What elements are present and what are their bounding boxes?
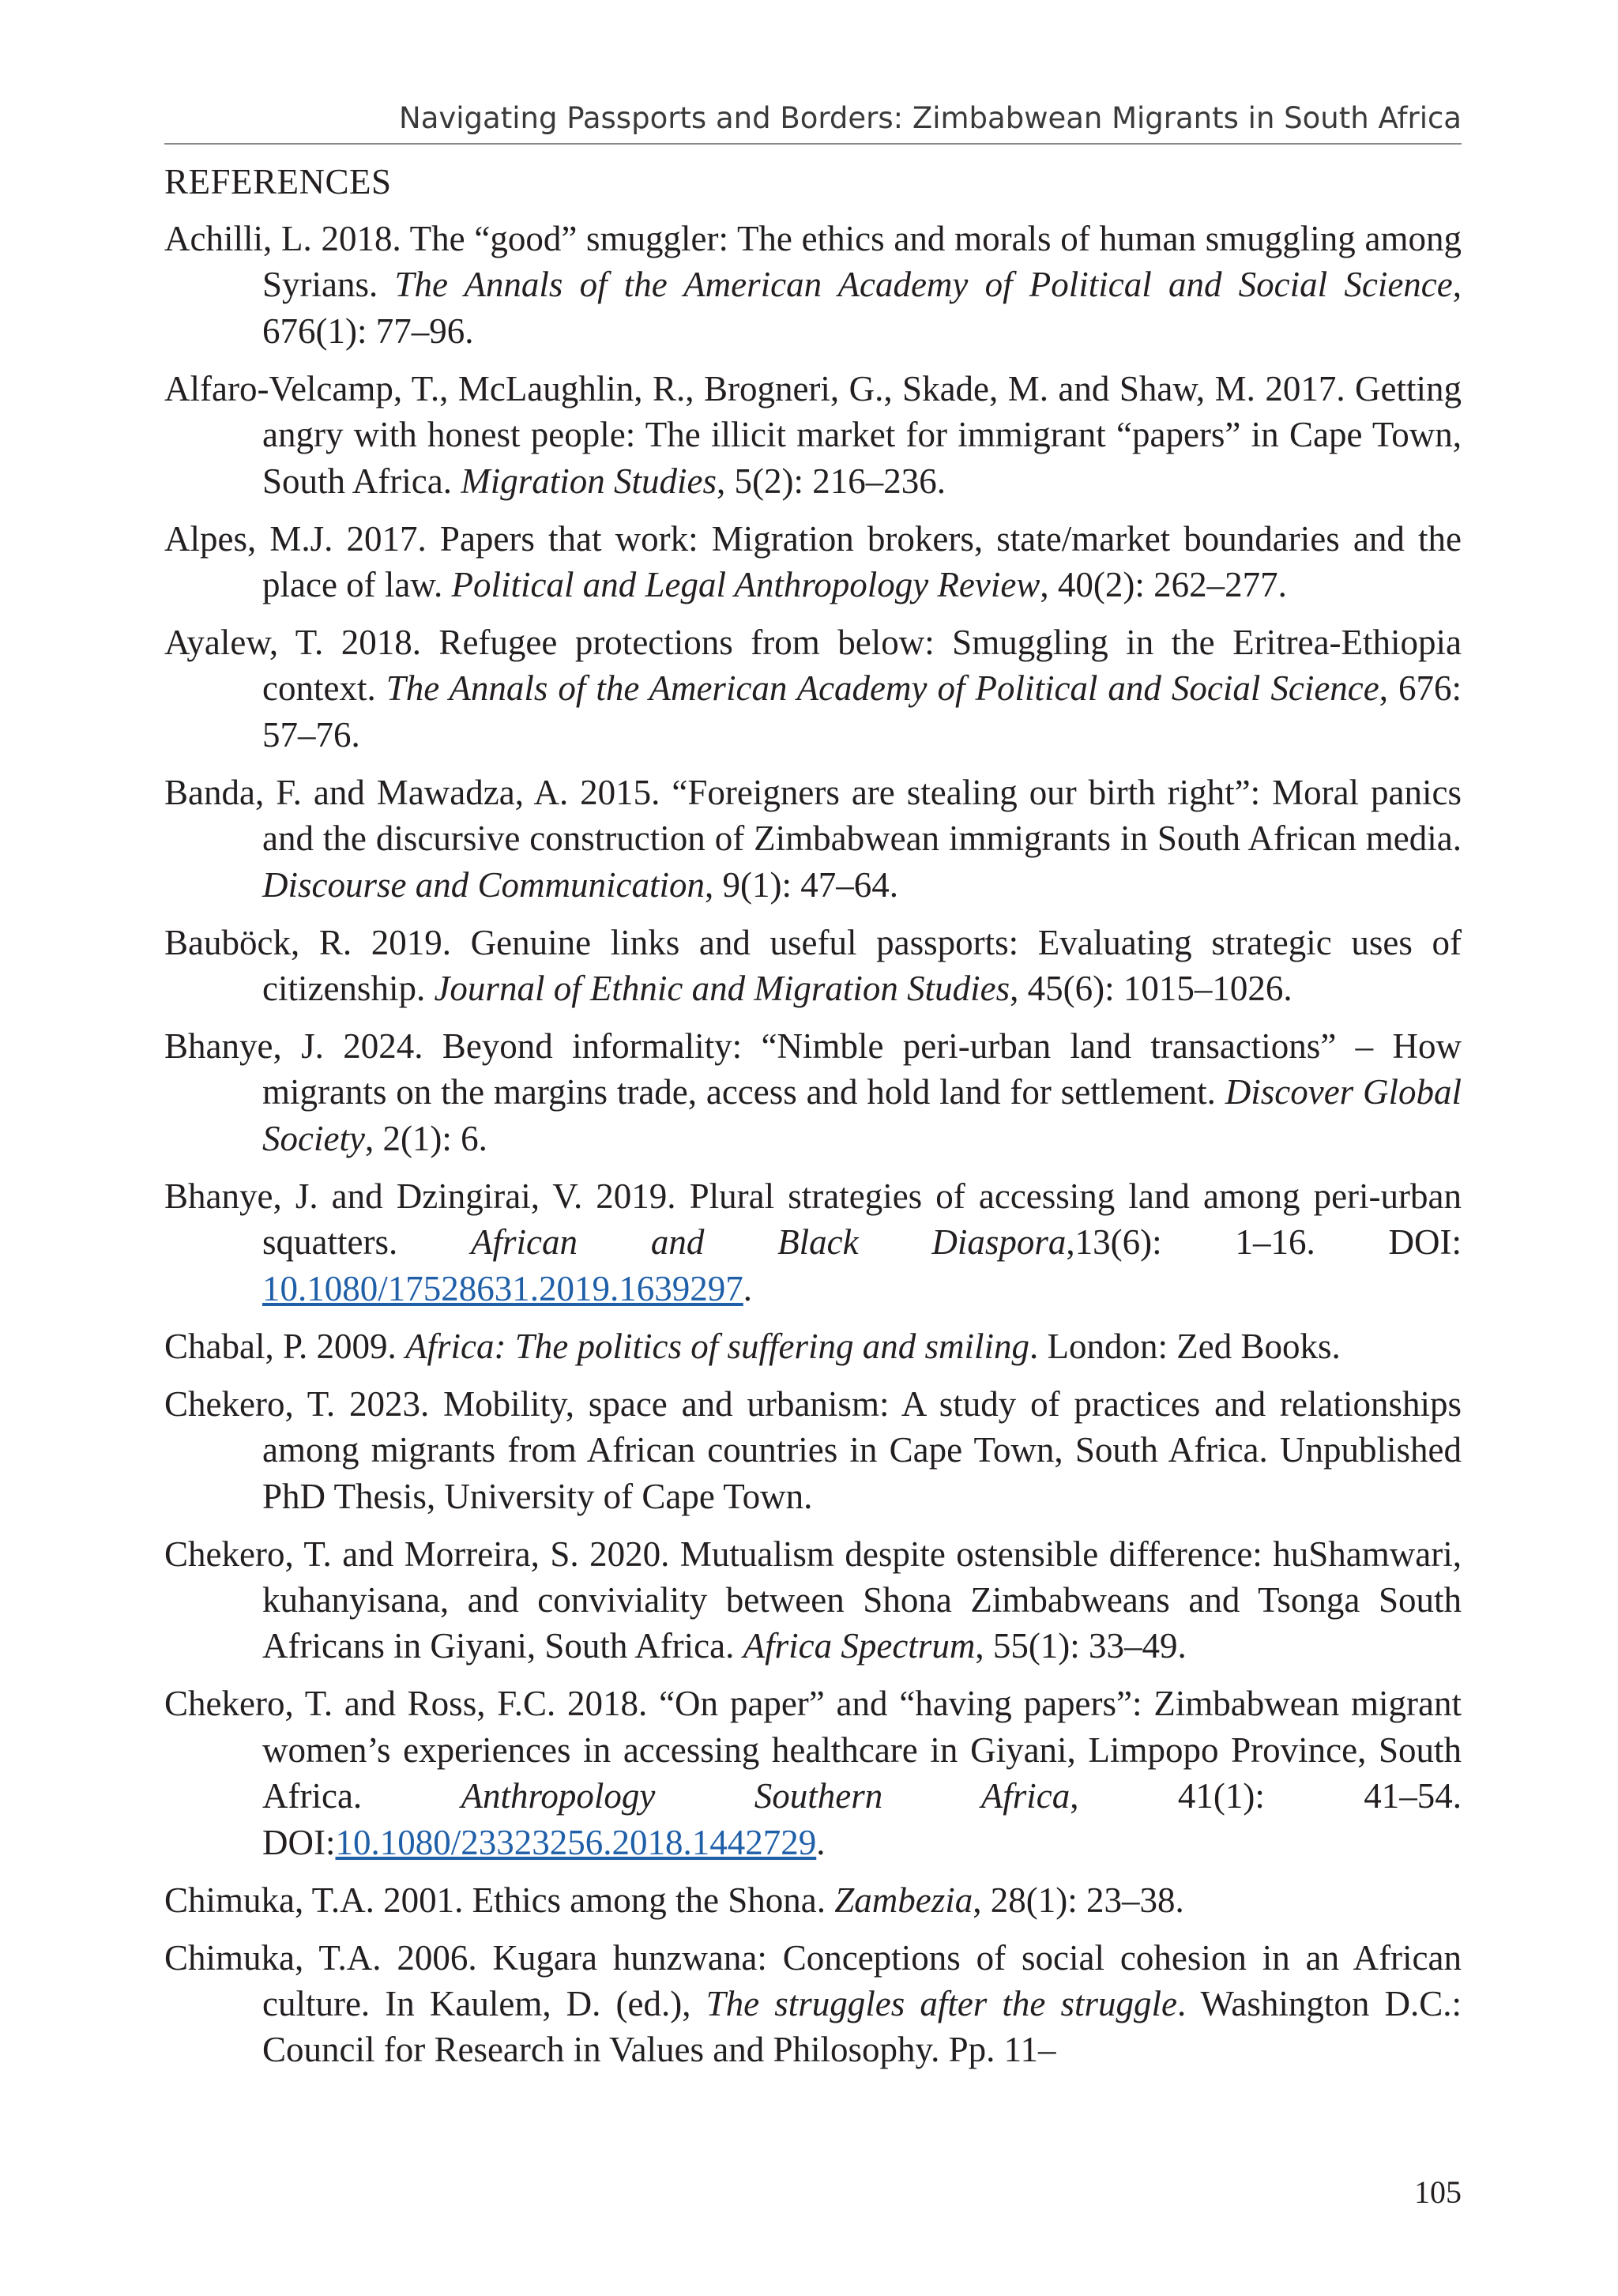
header-rule — [164, 143, 1462, 145]
ref-text: Alpes, M.J. 2017. Papers that work: Migration brokers, state/market boundaries and the place of law. — [164, 518, 1462, 605]
reference-entry — [164, 920, 1462, 1012]
ref-details: , 5(2): 216–236. — [716, 461, 946, 501]
ref-end: . — [743, 1268, 753, 1308]
page-number: 105 — [1414, 2174, 1462, 2210]
ref-details: , 676: 57–76. — [262, 668, 1462, 755]
ref-text: Chabal, P. 2009. — [164, 1326, 406, 1366]
ref-text: Chekero, T. 2023. Mobility, space and urbanism: A study of practices and relationships among migrants from African countries in Cape Town, South Africa. Unpublished PhD Thesis, University of Cape Town. — [164, 1383, 1462, 1516]
ref-text: Chimuka, T.A. 2001. Ethics among the Shona. — [164, 1880, 835, 1920]
running-header: Navigating Passports and Borders: Zimbabwean Migrants in South Africa — [399, 101, 1462, 135]
ref-details: , 676(1): 77–96. — [262, 265, 1462, 351]
reference-entry — [164, 770, 1462, 908]
reference-entry — [164, 1935, 1462, 2073]
reference-list — [164, 216, 1462, 2084]
ref-source-title: Anthropology Southern Africa — [461, 1776, 1071, 1816]
reference-entry — [164, 1023, 1462, 1161]
ref-details: ,13(6): 1–16. DOI: — [1066, 1222, 1462, 1263]
ref-details: , 40(2): 262–277. — [1040, 565, 1287, 605]
doi-link[interactable]: 10.1080/23323256.2018.1442729 — [335, 1822, 817, 1862]
ref-text: Chekero, T. and Morreira, S. 2020. Mutualism despite ostensible difference: huShamwari, kuhanyisana, and conviviality between Shona Zimbabweans and Tsonga South Africans in Giyani, South Africa. — [164, 1534, 1462, 1666]
ref-source-title: African and Black Diaspora — [471, 1222, 1067, 1263]
ref-text: Chimuka, T.A. 2006. Kugara hunzwana: Conceptions of social cohesion in an African culture. In Kaulem, D. (ed.), — [164, 1937, 1462, 2023]
section-heading: REFERENCES — [164, 162, 392, 201]
ref-details: , 2(1): 6. — [364, 1118, 487, 1158]
reference-entry — [164, 1681, 1462, 1865]
reference-entry — [164, 1173, 1462, 1312]
reference-entry — [164, 1381, 1462, 1519]
reference-entry — [164, 619, 1462, 758]
reference-entry — [164, 216, 1462, 354]
ref-source-title: Zambezia — [834, 1880, 973, 1920]
ref-source-title: Africa: The politics of suffering and smiling — [405, 1326, 1029, 1366]
ref-text: Ayalew, T. 2018. Refugee protections from below: Smuggling in the Eritrea-Ethiopia context. — [164, 623, 1462, 709]
reference-entry — [164, 1877, 1462, 1923]
ref-details: , 45(6): 1015–1026. — [1010, 969, 1293, 1009]
ref-source-title: Migration Studies — [461, 461, 717, 501]
ref-text: Bhanye, J. and Dzingirai, V. 2019. Plural strategies of accessing land among peri-urban squatters. — [164, 1176, 1462, 1263]
reference-entry — [164, 1531, 1462, 1669]
reference-entry — [164, 366, 1462, 504]
ref-source-title: Discourse and Communication — [262, 864, 705, 905]
ref-details: . Washington D.C.: Council for Research in Values and Philosophy. Pp. 11– — [262, 1983, 1462, 2070]
ref-text: Chekero, T. and Ross, F.C. 2018. “On paper” and “having papers”: Zimbabwean migrant women’s experiences in accessing healthcare in Giyani, Limpopo Province, South Africa. — [164, 1684, 1462, 1816]
reference-entry — [164, 516, 1462, 608]
doi-link[interactable]: 10.1080/17528631.2019.1639297 — [262, 1268, 743, 1308]
reference-entry — [164, 1323, 1462, 1369]
ref-details: , 28(1): 23–38. — [973, 1880, 1184, 1920]
ref-source-title: Political and Legal Anthropology Review — [451, 565, 1040, 605]
ref-text: Bauböck, R. 2019. Genuine links and useful passports: Evaluating strategic uses of citizenship. — [164, 922, 1462, 1009]
ref-text: Banda, F. and Mawadza, A. 2015. “Foreigners are stealing our birth right”: Moral panics and the discursive construction of Zimbabwean immigrants in South African media. — [164, 772, 1462, 859]
ref-details: , 55(1): 33–49. — [975, 1626, 1187, 1666]
ref-details: , 9(1): 47–64. — [704, 864, 898, 905]
ref-source-title: Africa Spectrum — [743, 1626, 976, 1666]
ref-end: . — [816, 1822, 826, 1862]
ref-details: , 41(1): 41–54. DOI: — [262, 1776, 1462, 1862]
ref-source-title: The Annals of the American Academy of Political and Social Science — [394, 265, 1453, 305]
ref-text: Alfaro-Velcamp, T., McLaughlin, R., Brogneri, G., Skade, M. and Shaw, M. 2017. Getting angry with honest people: The illicit market for immigrant “papers” in Cape Town, South Africa. — [164, 368, 1462, 501]
ref-text: Bhanye, J. 2024. Beyond informality: “Nimble peri-urban land transactions” – How migrants on the margins trade, access and hold land for settlement. — [164, 1026, 1462, 1112]
ref-source-title: Journal of Ethnic and Migration Studies — [434, 969, 1010, 1009]
ref-text: Achilli, L. 2018. The “good” smuggler: The ethics and morals of human smuggling among Syrians. — [164, 219, 1462, 305]
ref-source-title: Discover Global Society — [262, 1072, 1462, 1158]
ref-source-title: The struggles after the struggle — [706, 1983, 1177, 2023]
ref-details: . London: Zed Books. — [1029, 1326, 1341, 1366]
ref-source-title: The Annals of the American Academy of Political and Social Science — [386, 668, 1379, 709]
